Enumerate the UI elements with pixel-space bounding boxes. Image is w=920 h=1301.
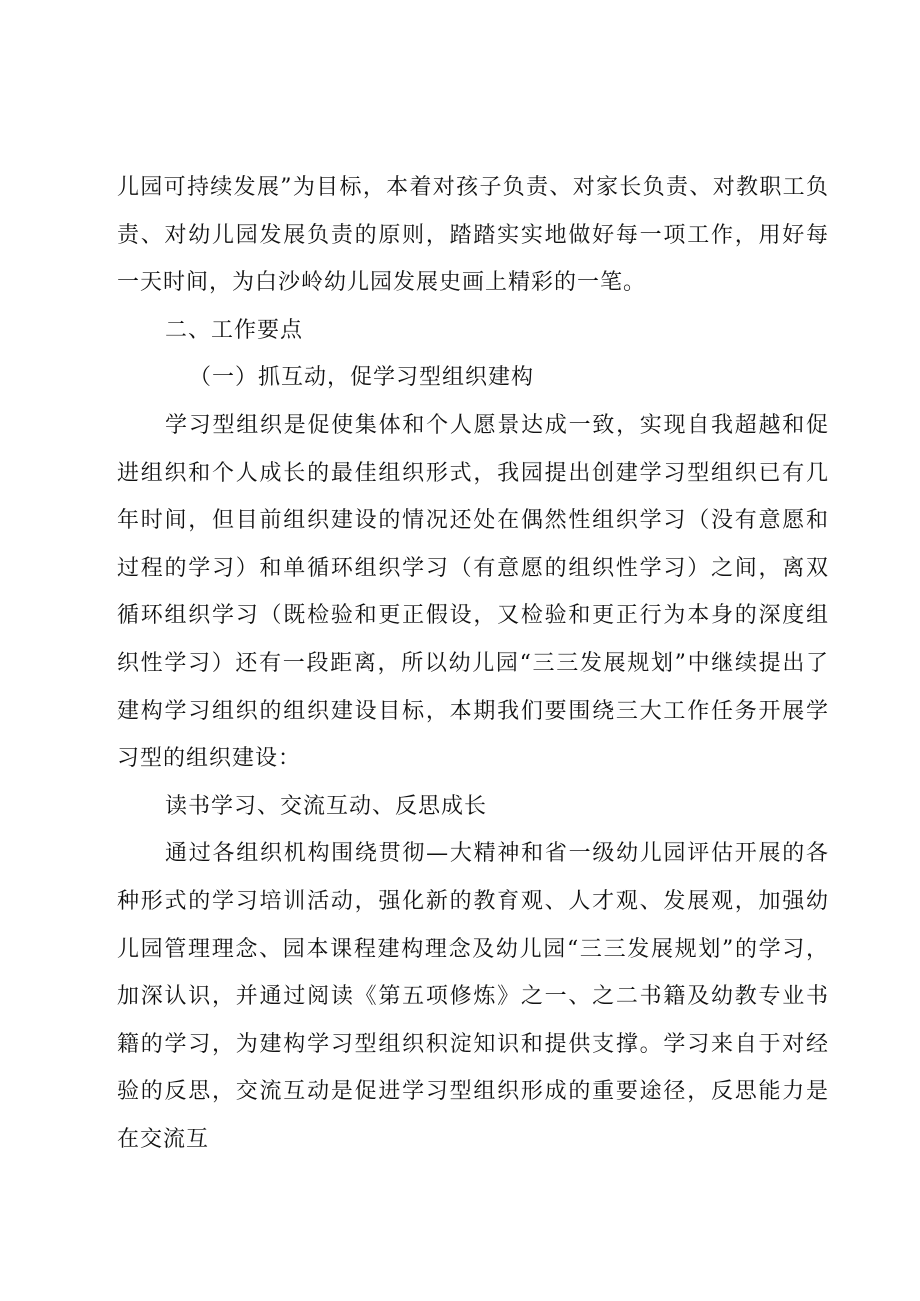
section-heading-work-points: 二、工作要点 (165, 317, 304, 343)
paragraph-training-activities: 通过各组织机构围绕贯彻—大精神和省一级幼儿园评估开展的各种形式的学习培训活动，强化新的教育观、人才观、发展观，加强幼儿园管理理念、园本课程建构理念及幼儿园“三三发展规划”的学习，加深认识，并通过阅读《第五项修炼》之一、之二书籍及幼教专业书籍的学习，为建构学习型组织积淀知识和提供支撑。学习来自于对经验的反思，交流互动是促进学习型组织形成的重要途径，反思能力是在交流互 (117, 841, 829, 1152)
subsection-heading-interaction: （一）抓互动，促学习型组织建构 (189, 365, 535, 391)
document-body (117, 164, 829, 1163)
paragraph-intro-continued: 儿园可持续发展”为目标，本着对孩子负责、对家长负责、对教职工负责、对幼儿园发展负责的原则，踏踏实实地做好每一项工作，用好每一天时间，为白沙岭幼儿园发展史画上精彩的一笔。 (117, 175, 829, 296)
paragraph-three-tasks: 读书学习、交流互动、反思成长 (165, 793, 488, 819)
paragraph-learning-organization: 学习型组织是促使集体和个人愿景达成一致，实现自我超越和促进组织和个人成长的最佳组织形式，我园提出创建学习型组织已有几年时间，但目前组织建设的情况还处在偶然性组织学习（没有意愿和过程的学习）和单循环组织学习（有意愿的组织性学习）之间，离双循环组织学习（既检验和更正假设，又检验和更正行为本身的深度组织性学习）还有一段距离，所以幼儿园“三三发展规划”中继续提出了建构学习组织的组织建设目标，本期我们要围绕三大工作任务开展学习型的组织建设： (117, 412, 829, 772)
